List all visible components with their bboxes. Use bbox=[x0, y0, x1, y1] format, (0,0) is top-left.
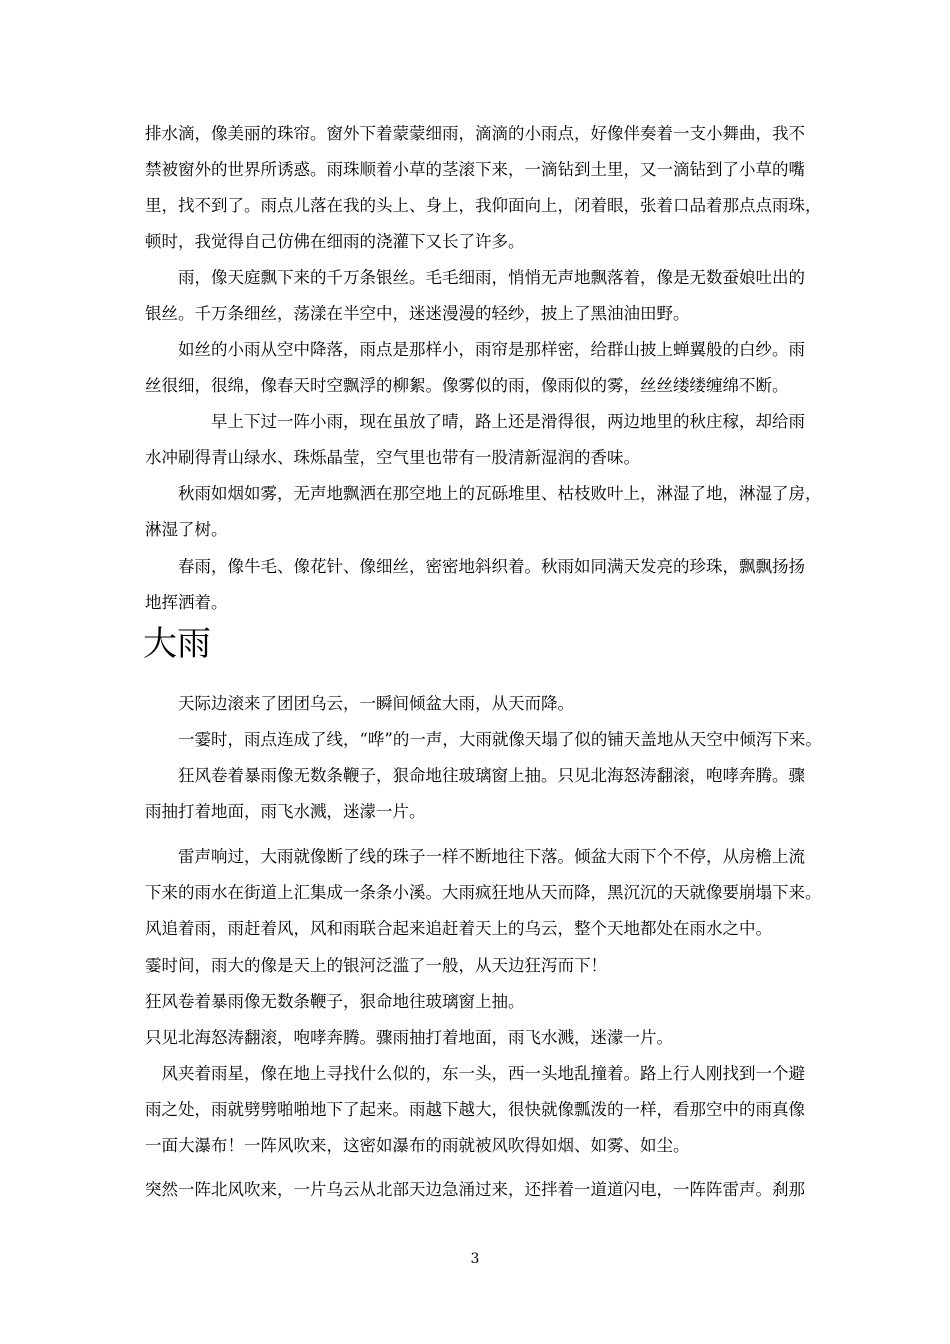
paragraph-line: 只见北海怒涛翻滚，咆哮奔腾。骤雨抽打着地面，雨飞水溅，迷濛一片。 bbox=[145, 1028, 673, 1047]
section-heading: 大雨 bbox=[143, 624, 211, 664]
paragraph-line: 风追着雨，雨赶着风，风和雨联合起来追赶着天上的乌云，整个天地都处在雨水之中。 bbox=[145, 919, 772, 938]
paragraph-line: 雷声响过，大雨就像断了线的珠子一样不断地往下落。倾盆大雨下个不停，从房檐上流 bbox=[145, 847, 805, 866]
paragraph-line: 银丝。千万条细丝，荡漾在半空中，迷迷漫漫的轻纱，披上了黑油油田野。 bbox=[145, 304, 690, 323]
paragraph-line: 狂风卷着暴雨像无数条鞭子，狠命地往玻璃窗上抽。只见北海怒涛翻滚，咆哮奔腾。骤 bbox=[145, 766, 805, 785]
paragraph-line: 雨之处，雨就劈劈啪啪地下了起来。雨越下越大，很快就像瓢泼的一样，看那空中的雨真像 bbox=[145, 1100, 805, 1119]
paragraph-line: 如丝的小雨从空中降落，雨点是那样小，雨帘是那样密，给群山披上蝉翼般的白纱。雨 bbox=[145, 340, 805, 359]
paragraph-line: 丝很细，很绵，像春天时空飘浮的柳絮。像雾似的雨，像雨似的雾，丝丝缕缕缠绵不断。 bbox=[145, 376, 789, 395]
paragraph-line: 春雨，像牛毛、像花针、像细丝，密密地斜织着。秋雨如同满天发亮的珍珠，飘飘扬扬 bbox=[145, 557, 805, 576]
paragraph-line: 霎时间，雨大的像是天上的银河泛滥了一般，从天边狂泻而下！ bbox=[145, 956, 607, 975]
paragraph-line: 雨抽打着地面，雨飞水溅，迷濛一片。 bbox=[145, 802, 426, 821]
paragraph-line: 天际边滚来了团团乌云，一瞬间倾盆大雨，从天而降。 bbox=[145, 694, 574, 713]
paragraph-line: 淋湿了树。 bbox=[145, 520, 228, 539]
paragraph-line: 狂风卷着暴雨像无数条鞭子，狠命地往玻璃窗上抽。 bbox=[145, 992, 525, 1011]
paragraph-line: 地挥洒着。 bbox=[145, 593, 228, 612]
paragraph-line: 雨，像天庭飘下来的千万条银丝。毛毛细雨，悄悄无声地飘落着，像是无数蚕娘吐出的 bbox=[145, 268, 805, 287]
paragraph-line: 里，找不到了。雨点儿落在我的头上、身上，我仰面向上，闭着眼，张着口品着那点点雨珠， bbox=[145, 196, 822, 215]
paragraph-line: 水冲刷得青山绿水、珠烁晶莹，空气里也带有一股清新湿润的香味。 bbox=[145, 448, 640, 467]
paragraph-line: 早上下过一阵小雨，现在虽放了晴，路上还是滑得很，两边地里的秋庄稼，却给雨 bbox=[145, 412, 805, 431]
paragraph-line: 下来的雨水在街道上汇集成一条条小溪。大雨疯狂地从天而降，黑沉沉的天就像要崩塌下来。 bbox=[145, 883, 822, 902]
paragraph-line: 排水滴，像美丽的珠帘。窗外下着蒙蒙细雨，滴滴的小雨点，好像伴奏着一支小舞曲，我不 bbox=[145, 124, 805, 143]
paragraph-line: 顿时，我觉得自己仿佛在细雨的浇灌下又长了许多。 bbox=[145, 232, 525, 251]
paragraph-line: 风夹着雨星，像在地上寻找什么似的，东一头，西一头地乱撞着。路上行人刚找到一个避 bbox=[145, 1064, 805, 1083]
paragraph-line: 一霎时，雨点连成了线，“哗”的一声，大雨就像天塌了似的铺天盖地从天空中倾泻下来。 bbox=[145, 730, 822, 749]
paragraph-line: 一面大瀑布！一阵风吹来，这密如瀑布的雨就被风吹得如烟、如雾、如尘。 bbox=[145, 1136, 690, 1155]
paragraph-line: 秋雨如烟如雾，无声地飘洒在那空地上的瓦砾堆里、枯枝败叶上，淋湿了地，淋湿了房， bbox=[145, 484, 822, 503]
paragraph-line: 突然一阵北风吹来，一片乌云从北部天边急涌过来，还拌着一道道闪电，一阵阵雷声。刹那 bbox=[145, 1180, 805, 1199]
paragraph-line: 禁被窗外的世界所诱惑。雨珠顺着小草的茎滚下来，一滴钻到土里，又一滴钻到了小草的嘴 bbox=[145, 160, 805, 179]
page-number: 3 bbox=[470, 1251, 480, 1267]
